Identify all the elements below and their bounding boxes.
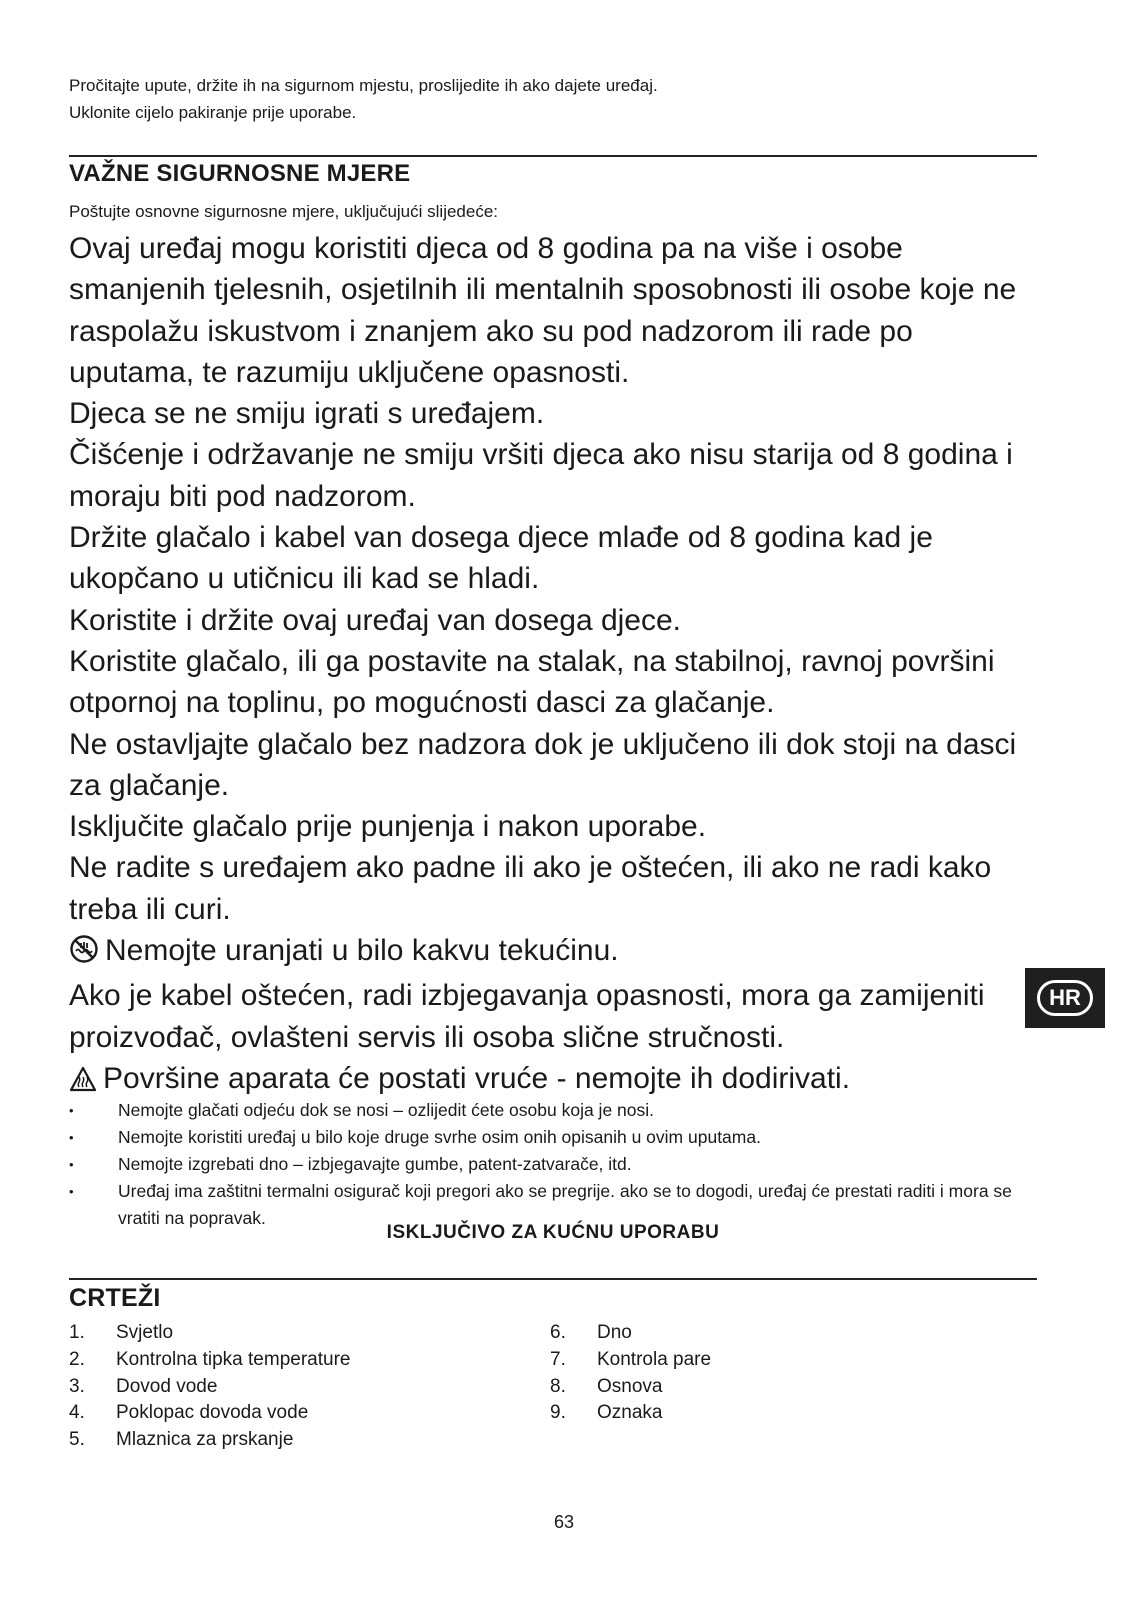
intro-line-1: Pročitajte upute, držite ih na sigurnom mjestu, proslijedite ih ako dajete uređaj. <box>69 76 658 95</box>
safety-paragraph: Koristite glačalo, ili ga postavite na stalak, na stabilnoj, ravnoj površini otpornoj na toplinu, po mogućnosti dasci za glačanje. <box>69 644 995 720</box>
list-item <box>69 1400 350 1427</box>
list-item <box>69 1151 1037 1178</box>
cable-warning: Ako je kabel oštećen, radi izbjegavanja opasnosti, mora ga zamijeniti proizvođač, ovlašteni servis ili osoba slične stručnosti. <box>69 979 985 1054</box>
part-label: Oznaka <box>597 1402 663 1424</box>
list-item <box>69 1320 350 1347</box>
list-item <box>550 1347 711 1374</box>
part-label: Kontrolna tipka temperature <box>116 1348 351 1370</box>
safety-paragraph: Držite glačalo i kabel van dosega djece mlađe od 8 godina kad je ukopčano u utičnicu ili kad se hladi. <box>69 521 933 596</box>
bullet-mark: • <box>69 1103 74 1118</box>
list-item <box>550 1400 711 1427</box>
safety-instructions <box>69 228 1037 1103</box>
section-divider <box>69 1278 1037 1280</box>
household-use-notice: ISKLJUČIVO ZA KUĆNU UPORABU <box>386 1222 720 1243</box>
safety-paragraph: Ne ostavljajte glačalo bez nadzora dok je uključeno ili dok stoji na dasci za glačanje. <box>69 727 1017 802</box>
list-item <box>69 1374 350 1401</box>
part-label: Dovod vode <box>116 1375 218 1397</box>
safety-paragraph: Čišćenje i održavanje ne smiju vršiti djeca ako nisu starija od 8 godina i moraju biti pod nadzorom. <box>69 438 1013 513</box>
page-number: 63 <box>553 1512 575 1532</box>
part-label: Kontrola pare <box>597 1348 712 1370</box>
language-tab <box>1025 968 1105 1028</box>
bullet-mark: • <box>69 1130 74 1145</box>
no-immerse-line <box>69 930 1037 975</box>
bullet-mark: • <box>69 1184 74 1199</box>
safety-paragraph: Ovaj uređaj mogu koristiti djeca od 8 godina pa na više i osobe smanjenih tjelesnih, osjetilnih ili mentalnih sposobnosti ili osobe koje ne raspolažu iskustvom i znanjem ako su pod nadzorom ili rade po uputama, te razumiju uključene opasnosti. <box>69 232 1017 389</box>
part-label: Poklopac dovoda vode <box>116 1402 309 1424</box>
safety-paragraph: Isključite glačalo prije punjenja i nakon uporabe. <box>69 810 707 844</box>
section-divider <box>69 155 1037 157</box>
safety-paragraph: Djeca se ne smiju igrati s uređajem. <box>69 397 545 431</box>
part-number: 3. <box>69 1375 85 1397</box>
bullet-text: Nemojte izgrebati dno – izbjegavajte gumbe, patent-zatvarače, itd. <box>118 1154 632 1174</box>
part-number: 6. <box>550 1322 566 1343</box>
drawings-heading: CRTEŽI <box>69 1284 161 1312</box>
no-water-immersion-icon <box>69 934 99 975</box>
list-item <box>550 1374 711 1401</box>
list-item <box>69 1427 350 1454</box>
part-number: 9. <box>550 1402 566 1424</box>
intro-text <box>69 72 1029 126</box>
part-label: Mlaznica za prskanje <box>116 1429 294 1451</box>
language-code: HR <box>1037 980 1093 1016</box>
part-number: 8. <box>550 1375 566 1397</box>
part-label: Dno <box>597 1322 632 1343</box>
part-label: Osnova <box>597 1375 663 1397</box>
bullet-mark: • <box>69 1157 74 1172</box>
list-item <box>69 1097 1037 1124</box>
list-item <box>69 1124 1037 1151</box>
parts-list-right <box>550 1320 711 1427</box>
no-immerse-text: Nemojte uranjati u bilo kakvu tekućinu. <box>105 934 619 968</box>
list-item <box>69 1347 350 1374</box>
bullet-text: Nemojte glačati odjeću dok se nosi – ozlijedit ćete osobu koja je nosi. <box>118 1100 655 1120</box>
bullet-text: Nemojte koristiti uređaj u bilo koje druge svrhe osim onih opisanih u ovim uputama. <box>118 1127 761 1147</box>
safety-paragraph: Koristite i držite ovaj uređaj van dosega djece. <box>69 603 682 637</box>
part-number: 7. <box>550 1348 566 1370</box>
part-number: 5. <box>69 1429 85 1451</box>
part-number: 1. <box>69 1322 85 1343</box>
intro-line-2: Uklonite cijelo pakiranje prije uporabe. <box>69 103 357 122</box>
bullet-text: Uređaj ima zaštitni termalni osigurač koji pregori ako se pregrije. ako se to dogodi, uređaj će prestati raditi i mora se vratiti na popravak. <box>118 1181 1012 1228</box>
safety-subheading: Poštujte osnovne sigurnosne mjere, uključujući slijedeće: <box>69 202 499 221</box>
part-label: Svjetlo <box>116 1322 174 1343</box>
safety-heading: VAŽNE SIGURNOSNE MJERE <box>69 160 411 187</box>
part-number: 4. <box>69 1402 85 1424</box>
bullet-list <box>69 1097 1037 1232</box>
hot-surface-text: Površine aparata će postati vruće - nemojte ih dodirivati. <box>103 1061 851 1095</box>
safety-paragraph: Ne radite s uređajem ako padne ili ako je oštećen, ili ako ne radi kako treba ili curi. <box>69 851 992 926</box>
parts-list-left <box>69 1320 350 1454</box>
list-item <box>550 1320 711 1347</box>
part-number: 2. <box>69 1348 85 1370</box>
